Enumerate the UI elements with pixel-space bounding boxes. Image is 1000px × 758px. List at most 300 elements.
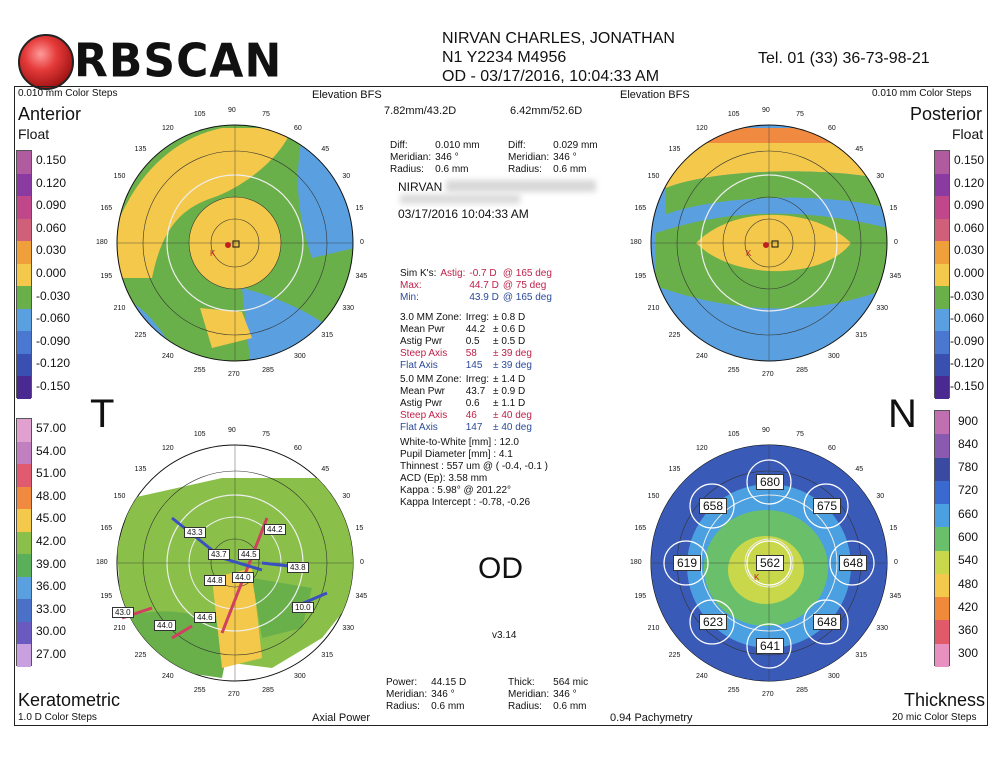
degree-tick: 15 (355, 524, 364, 532)
degree-tick: 180 (96, 239, 108, 246)
scale-label: 0.120 (36, 175, 67, 190)
scale-swatch (935, 196, 949, 219)
zone3-mean-pm: ± 0.6 D (493, 324, 526, 335)
degree-tick: 75 (262, 111, 270, 119)
degree-tick: 300 (294, 353, 306, 361)
thickness-title: Thickness (904, 690, 986, 710)
degree-tick: 285 (262, 366, 274, 374)
degree-tick: 45 (855, 465, 864, 473)
scale-swatch (935, 241, 949, 264)
degree-tick: 60 (294, 124, 302, 132)
degree-tick: 135 (134, 465, 147, 473)
degree-tick: 45 (855, 145, 864, 153)
scale-label: 51.00 (36, 466, 67, 481)
degree-tick: 240 (696, 353, 708, 361)
degree-tick: 105 (727, 111, 740, 119)
thickness-value: 562 (756, 555, 784, 571)
degree-tick: 165 (100, 524, 113, 532)
degree-tick: 255 (193, 366, 206, 374)
scale-label: 480 (957, 576, 978, 591)
anterior-steps: 0.010 mm Color Steps (18, 88, 118, 99)
zone3-mean-label: Mean Pwr (400, 324, 446, 335)
simk-label: Sim K's: (400, 268, 437, 279)
zone3-flat: 145 (465, 360, 483, 371)
degree-tick: 285 (796, 686, 808, 694)
svg-text:K: K (210, 249, 216, 258)
degree-tick: 270 (228, 691, 240, 698)
scale-swatch (17, 241, 31, 264)
zone3-flat-pm: ± 39 deg (493, 360, 532, 371)
scale-label: 0.060 (36, 220, 67, 235)
degree-tick: 60 (828, 124, 836, 132)
simk-astig-deg: @ 165 deg (502, 268, 552, 279)
scale-swatch (935, 620, 949, 643)
posterior-color-scale (934, 150, 950, 398)
scale-swatch (935, 527, 949, 550)
scale-label: -0.090 (36, 333, 71, 348)
degree-tick: 15 (355, 204, 364, 212)
scale-swatch (935, 597, 949, 620)
zone5-astig: 0.6 (465, 398, 480, 409)
scale-swatch (935, 151, 949, 174)
thickness-value: 648 (839, 555, 867, 571)
zone5-steep-label: Steep Axis (400, 410, 448, 421)
degree-tick: 210 (647, 625, 660, 632)
degree-tick: 330 (876, 625, 888, 632)
scale-label: 57.00 (36, 421, 67, 436)
zone5-mean-pm: ± 0.9 D (493, 386, 526, 397)
degree-tick: 30 (876, 493, 885, 500)
degree-tick: 30 (342, 493, 351, 500)
zone5-flat-label: Flat Axis (400, 422, 438, 433)
simk-astig-label: Astig: (440, 268, 466, 279)
scale-label: 900 (957, 413, 978, 428)
degree-tick: 180 (96, 559, 108, 566)
simk-block (398, 268, 554, 304)
degree-tick: 150 (113, 493, 126, 500)
degree-tick: 180 (630, 239, 642, 246)
thickness-value: 641 (756, 638, 784, 654)
degree-tick: 30 (342, 173, 351, 180)
degree-tick: 90 (228, 427, 236, 434)
degree-tick: 330 (342, 305, 354, 312)
bottom-right-block (506, 677, 590, 713)
redacted-id (400, 194, 520, 204)
scale-label: 300 (957, 646, 978, 661)
scale-swatch (935, 376, 949, 399)
eye-label: OD (478, 552, 523, 585)
degree-tick: 300 (828, 353, 840, 361)
degree-tick: 75 (262, 431, 270, 439)
degree-tick: 300 (294, 673, 306, 681)
posterior-title: Posterior (910, 104, 983, 124)
degree-tick: 300 (828, 673, 840, 681)
scale-swatch (935, 286, 949, 309)
scale-label: 39.00 (36, 556, 67, 571)
posterior-subtitle: Float (952, 126, 984, 142)
diff-right-value: 0.029 mm (553, 140, 598, 151)
posterior-bfs: 6.42mm/52.6D (510, 105, 583, 117)
thickness-steps: 20 mic Color Steps (892, 712, 977, 723)
scale-label: 30.00 (36, 624, 67, 639)
keratometric-title: Keratometric (18, 690, 121, 710)
degree-tick: 315 (855, 332, 868, 340)
degree-tick: 90 (762, 427, 770, 434)
scale-swatch (935, 434, 949, 457)
degree-tick: 135 (668, 465, 681, 473)
center-patient-name: NIRVAN (398, 180, 443, 194)
zone5-steep-pm: ± 40 deg (493, 410, 532, 421)
degree-tick: 165 (634, 524, 647, 532)
scale-label: 840 (957, 436, 978, 451)
zone5-block (398, 374, 534, 434)
zone3-irreg-label: Irreg: (465, 312, 490, 323)
scale-swatch (935, 504, 949, 527)
zone3-steep: 58 (465, 348, 477, 359)
diff-left-label: Diff: (390, 140, 408, 151)
scale-label: 33.00 (36, 601, 67, 616)
zone5-astig-pm: ± 1.1 D (493, 398, 526, 409)
degree-tick: 165 (634, 204, 647, 212)
kappa-value: Kappa : 5.98° @ 201.22° (400, 485, 512, 496)
thickness-value: 623 (699, 614, 727, 630)
scale-label: 0.120 (953, 175, 984, 190)
scale-label: 720 (957, 483, 978, 498)
degree-tick: 105 (727, 431, 740, 439)
software-version: v3.14 (492, 630, 517, 641)
scale-label: -0.030 (36, 288, 71, 303)
degree-tick: 330 (876, 305, 888, 312)
diff-left-radius-label: Radius: (390, 164, 424, 175)
degree-tick: 285 (262, 686, 274, 694)
zone3-steep-label: Steep Axis (400, 348, 448, 359)
anterior-bfs: 7.82mm/43.2D (384, 105, 457, 117)
diff-left-radius-value: 0.6 mm (435, 164, 469, 175)
keratometric-value: 43.8 (287, 562, 309, 573)
degree-tick: 90 (762, 107, 770, 114)
degree-tick: 225 (134, 332, 147, 340)
power-label: Power: (386, 677, 418, 688)
bl-radius-value: 0.6 mm (431, 701, 465, 712)
br-meridian-value: 346 ° (553, 689, 577, 700)
scale-swatch (935, 309, 949, 332)
zone5-flat-pm: ± 40 deg (493, 422, 532, 433)
degree-tick: 270 (762, 371, 774, 378)
thick-label: Thick: (508, 677, 535, 688)
thickness-value: 680 (756, 474, 784, 490)
degree-tick: 345 (889, 593, 902, 601)
scale-label: -0.120 (949, 356, 984, 371)
simk-max: 44.7 D (469, 280, 499, 291)
posterior-map-type: Elevation BFS (620, 89, 690, 101)
scale-label: 600 (957, 530, 978, 544)
scale-swatch (17, 599, 31, 622)
diff-right-meridian-value: 346 ° (553, 152, 577, 163)
degree-tick: 0 (360, 239, 364, 246)
scale-swatch (17, 419, 31, 442)
svg-text:K: K (754, 573, 760, 582)
scale-swatch (17, 309, 31, 332)
patient-id: N1 Y2234 M4956 (442, 49, 567, 66)
bl-meridian-value: 346 ° (431, 689, 455, 700)
keratometric-map (92, 418, 378, 708)
anterior-map-type: Elevation BFS (312, 89, 382, 101)
logo-text: RBSCAN (74, 34, 283, 89)
exam-datetime: OD - 03/17/2016, 10:04:33 AM (442, 68, 660, 85)
degree-tick: 240 (696, 673, 708, 681)
scale-label: 0.150 (953, 153, 984, 168)
thickness-value: 675 (813, 498, 841, 514)
simk-min: 43.9 D (469, 292, 499, 303)
degree-tick: 0 (894, 239, 898, 246)
degree-tick: 240 (162, 673, 174, 681)
keratometric-value: 44.0 (232, 572, 254, 583)
degree-tick: 120 (162, 124, 174, 132)
keratometric-value: 43.0 (112, 607, 134, 618)
scale-swatch (935, 331, 949, 354)
extra-measurements (400, 437, 548, 509)
simk-max-label: Max: (400, 280, 422, 291)
scale-swatch (17, 509, 31, 532)
degree-tick: 315 (855, 652, 868, 660)
degree-tick: 135 (134, 145, 147, 153)
scale-label: 27.00 (36, 646, 67, 661)
scale-label: 0.150 (36, 153, 67, 168)
degree-tick: 15 (889, 524, 898, 532)
scale-swatch (17, 331, 31, 354)
scale-label: 360 (957, 623, 978, 638)
degree-tick: 0 (360, 559, 364, 566)
simk-min-deg: @ 165 deg (502, 292, 552, 303)
anterior-map (92, 98, 378, 388)
degree-tick: 45 (321, 145, 330, 153)
degree-tick: 0 (894, 559, 898, 566)
scale-swatch (935, 458, 949, 481)
degree-tick: 225 (668, 652, 681, 660)
degree-tick: 180 (630, 559, 642, 566)
keratometric-color-scale (16, 418, 32, 666)
scale-label: 0.030 (953, 243, 984, 258)
scale-label: -0.030 (949, 288, 984, 303)
degree-tick: 210 (647, 305, 660, 312)
scale-label: 54.00 (36, 443, 67, 458)
scale-swatch (17, 196, 31, 219)
zone3-block (398, 312, 534, 372)
keratometric-value: 44.8 (204, 575, 226, 586)
acd-value: ACD (Ep): 3.58 mm (400, 473, 488, 484)
scale-swatch (935, 174, 949, 197)
br-radius-label: Radius: (508, 701, 542, 712)
svg-text:K: K (746, 249, 752, 258)
degree-tick: 75 (796, 431, 804, 439)
degree-tick: 150 (647, 493, 660, 500)
scale-swatch (935, 411, 949, 434)
zone5-mean: 43.7 (465, 386, 486, 397)
scale-label: -0.060 (36, 311, 71, 326)
scale-label: -0.090 (949, 333, 984, 348)
degree-tick: 210 (113, 625, 126, 632)
anterior-subtitle: Float (18, 126, 50, 142)
temporal-label: T (90, 392, 115, 436)
scale-swatch (935, 354, 949, 377)
kappa-intercept: Kappa Intercept : -0.78, -0.26 (400, 497, 531, 508)
redacted-name (446, 180, 596, 192)
scale-label: -0.060 (949, 311, 984, 326)
keratometric-value: 44.6 (194, 612, 216, 623)
degree-tick: 345 (355, 273, 368, 281)
logo-sphere-icon (18, 34, 74, 90)
scale-label: 0.060 (953, 220, 984, 235)
diff-right-radius-label: Radius: (508, 164, 542, 175)
simk-max-deg: @ 75 deg (502, 280, 547, 291)
thickness-value: 619 (673, 555, 701, 571)
zone5-astig-label: Astig Pwr (400, 398, 443, 409)
degree-tick: 330 (342, 625, 354, 632)
keratometric-steps: 1.0 D Color Steps (18, 712, 97, 723)
scale-swatch (17, 442, 31, 465)
scale-swatch (17, 286, 31, 309)
scale-label: 420 (957, 599, 978, 614)
phone-number: Tel. 01 (33) 36-73-98-21 (758, 50, 930, 67)
diff-right-block (506, 140, 600, 176)
keratometric-value: 44.2 (264, 524, 286, 535)
patient-name: NIRVAN CHARLES, JONATHAN (442, 30, 675, 47)
degree-tick: 225 (668, 332, 681, 340)
scale-label: 0.000 (36, 266, 67, 280)
degree-tick: 195 (100, 593, 113, 601)
degree-tick: 195 (634, 273, 647, 281)
degree-tick: 60 (294, 444, 302, 452)
degree-tick: 30 (876, 173, 885, 180)
bl-radius-label: Radius: (386, 701, 420, 712)
degree-tick: 165 (100, 204, 113, 212)
scale-swatch (935, 481, 949, 504)
keratometric-value: 43.3 (184, 527, 206, 538)
degree-tick: 225 (134, 652, 147, 660)
bl-meridian-label: Meridian: (386, 689, 428, 700)
zone3-astig: 0.5 (465, 336, 480, 347)
zone3-mean: 44.2 (465, 324, 486, 335)
keratometric-value: 44.0 (154, 620, 176, 631)
diff-left-meridian-value: 346 ° (435, 152, 459, 163)
keratometric-value: 44.5 (238, 549, 260, 560)
scale-swatch (17, 532, 31, 555)
scale-swatch (935, 551, 949, 574)
simk-astig: -0.7 D (469, 268, 497, 279)
scale-swatch (17, 487, 31, 510)
scale-swatch (17, 264, 31, 287)
scale-swatch (17, 577, 31, 600)
diff-left-value: 0.010 mm (435, 140, 480, 151)
diff-left-meridian-label: Meridian: (390, 152, 432, 163)
scale-swatch (17, 151, 31, 174)
power-value: 44.15 D (431, 677, 467, 688)
degree-tick: 135 (668, 145, 681, 153)
scale-swatch (935, 264, 949, 287)
zone5-label: 5.0 MM Zone: (400, 374, 462, 385)
degree-tick: 285 (796, 366, 808, 374)
anterior-title: Anterior (18, 104, 82, 124)
thick-value: 564 mic (553, 677, 589, 688)
degree-tick: 150 (113, 173, 126, 180)
scale-label: 42.00 (36, 534, 67, 548)
degree-tick: 240 (162, 353, 174, 361)
degree-tick: 150 (647, 173, 660, 180)
degree-tick: 315 (321, 332, 334, 340)
thickness-value: 658 (699, 498, 727, 514)
degree-tick: 45 (321, 465, 330, 473)
degree-tick: 90 (228, 107, 236, 114)
degree-tick: 120 (696, 444, 708, 452)
scale-label: 0.090 (953, 198, 984, 213)
degree-tick: 270 (762, 691, 774, 698)
posterior-map (626, 98, 912, 388)
zone3-label: 3.0 MM Zone: (400, 312, 462, 323)
scale-label: 48.00 (36, 488, 67, 503)
zone3-steep-pm: ± 39 deg (493, 348, 532, 359)
degree-tick: 345 (889, 273, 902, 281)
scale-swatch (17, 219, 31, 242)
scale-swatch (935, 574, 949, 597)
scale-label: 540 (957, 553, 978, 568)
degree-tick: 255 (727, 366, 740, 374)
scale-label: 36.00 (36, 579, 67, 594)
bottom-left-block (384, 677, 468, 713)
scale-swatch (935, 219, 949, 242)
degree-tick: 255 (193, 686, 206, 694)
scale-label: 780 (957, 460, 978, 475)
scale-swatch (17, 376, 31, 399)
zone3-astig-label: Astig Pwr (400, 336, 443, 347)
zone5-irreg-label: Irreg: (465, 374, 490, 385)
degree-tick: 75 (796, 111, 804, 119)
scale-swatch (17, 174, 31, 197)
keratometric-value: 10.0 (292, 602, 314, 613)
degree-tick: 255 (727, 686, 740, 694)
scale-swatch (17, 622, 31, 645)
simk-min-label: Min: (400, 292, 419, 303)
scale-label: -0.150 (949, 378, 984, 393)
scale-swatch (17, 644, 31, 667)
keratometric-map-type: Axial Power (312, 712, 371, 724)
degree-tick: 195 (100, 273, 113, 281)
posterior-steps: 0.010 mm Color Steps (872, 88, 972, 99)
scale-label: -0.150 (36, 378, 71, 393)
zone3-astig-pm: ± 0.5 D (493, 336, 526, 347)
zone3-irreg: ± 0.8 D (493, 312, 526, 323)
degree-tick: 120 (696, 124, 708, 132)
scale-label: 0.030 (36, 243, 67, 258)
degree-tick: 15 (889, 204, 898, 212)
degree-tick: 195 (634, 593, 647, 601)
thickness-map-type: 0.94 Pachymetry (610, 712, 693, 724)
zone5-irreg: ± 1.4 D (493, 374, 526, 385)
degree-tick: 345 (355, 593, 368, 601)
degree-tick: 105 (193, 111, 206, 119)
degree-tick: 315 (321, 652, 334, 660)
pupil-diameter: Pupil Diameter [mm] : 4.1 (400, 449, 513, 460)
scale-label: 0.000 (953, 266, 984, 280)
white-to-white: White-to-White [mm] : 12.0 (400, 437, 519, 448)
zone5-flat: 147 (465, 422, 483, 433)
nasal-label: N (888, 392, 917, 436)
keratometric-value: 43.7 (208, 549, 230, 560)
thinnest-point: Thinnest : 557 um @ ( -0.4, -0.1 ) (400, 461, 548, 472)
scale-swatch (17, 464, 31, 487)
anterior-color-scale (16, 150, 32, 398)
diff-right-radius-value: 0.6 mm (553, 164, 587, 175)
scale-swatch (17, 354, 31, 377)
